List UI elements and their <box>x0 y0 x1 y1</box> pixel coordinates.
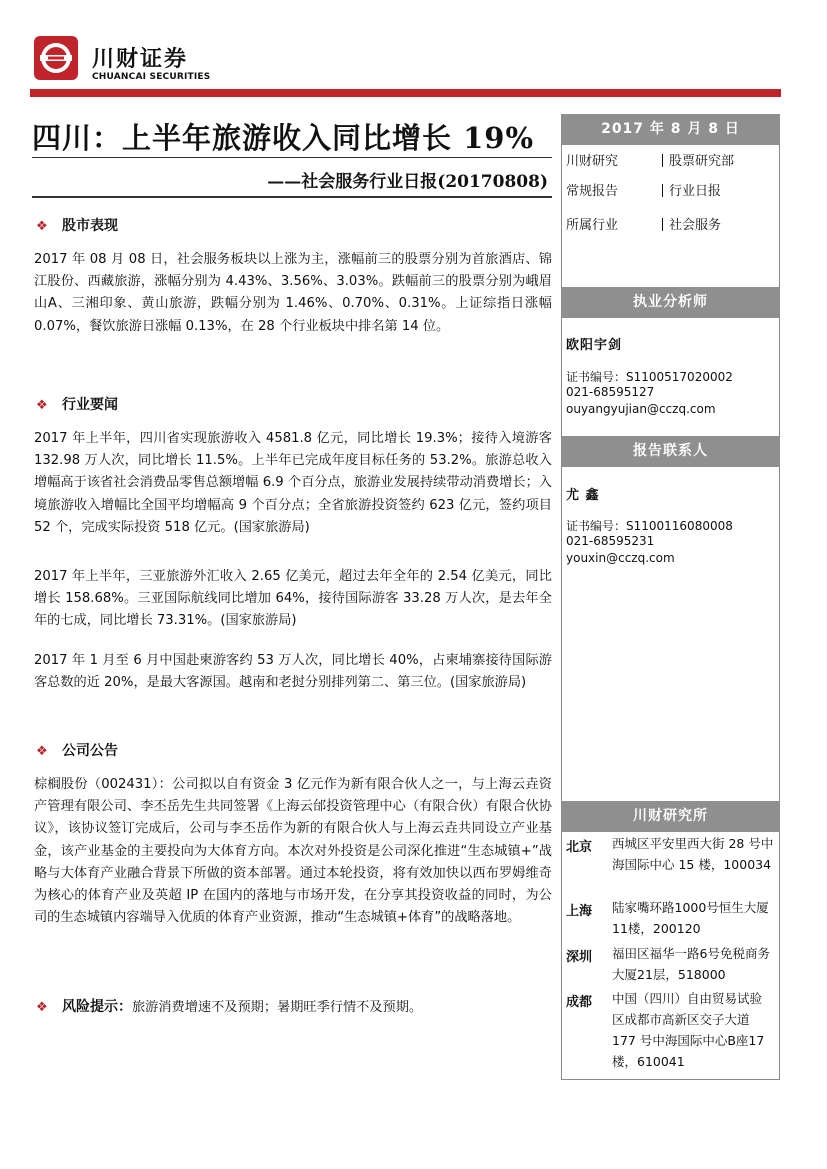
meta-label-industry: 所属行业 <box>566 218 619 233</box>
company-paragraph: 棕榈股份（002431）：公司拟以自有资金 3 亿元作为新有限合伙人之一，与上海云垚资产管理有限公司、李丕岳先生共同签署《上海云邰投资管理中心（有限合伙）有限合伙协议》，该协议签订完成后，公司与李丕岳作为新的有限合伙人与上海云垚共同设立产业基金，该产业基金的主要投向为大体育方向。本次对外投资是公司深化推进“生态城镇+”战略与大体育产业融合背景下所做的资本部署。通过本轮投资，将有效加快以西布罗姆维奇为核心的体育产业及英超 IP 在国内的落地与市场开发，在分享其投资收益的同时，为公司的生态城镇内容端导入优质的体育产业资源，推动“生态城镇+体育”的战略落地。 <box>34 777 552 926</box>
diamond-bullet-icon: ❖ <box>36 744 48 759</box>
contact-name: 尤 鑫 <box>566 488 600 503</box>
analyst-email[interactable]: ouyangyujian@cczq.com <box>566 402 716 416</box>
title-divider <box>32 157 552 158</box>
report-subtitle: ——社会服务行业日报(20170808) <box>267 172 548 192</box>
office-city-chengdu: 成都 <box>566 995 593 1010</box>
meta-label-type: 常规报告 <box>566 184 619 199</box>
diamond-bullet-icon: ❖ <box>36 398 48 413</box>
analyst-phone: 021-68595127 <box>566 385 655 399</box>
office-address-shanghai: 陆家嘴环路1000号恒生大厦11楼，200120 <box>612 900 769 936</box>
news-paragraph-sanya: 2017 年上半年，三亚旅游外汇收入 2.65 亿美元，超过去年全年的 2.54 亿美元，同比增长 158.68%。三亚国际航线同比增加 64%，接待国际游客 33.28 万人次，是去年全年的七成，同比增长 73.31%。(国家旅游局) <box>34 569 552 629</box>
meta-value-industry: 社会服务 <box>662 214 721 233</box>
office-city-shenzhen: 深圳 <box>566 950 593 965</box>
risk-text: 旅游消费增速不及预期；暑期旺季行情不及预期。 <box>132 1000 423 1015</box>
chuancai-logo-icon <box>34 36 78 80</box>
contact-heading: 报告联系人 <box>561 436 780 467</box>
title-divider-bottom <box>32 196 552 198</box>
institute-heading: 川财研究所 <box>561 801 780 832</box>
analyst-name: 欧阳宇剑 <box>566 338 623 353</box>
section-heading-market: ❖ 股市表现 <box>36 218 118 234</box>
office-city-shanghai: 上海 <box>566 904 593 919</box>
meta-label-research: 川财研究 <box>566 154 619 169</box>
meta-value-type: 行业日报 <box>662 180 721 199</box>
office-address-beijing: 西城区平安里西大街 28 号中海国际中心 15 楼，100034 <box>612 836 774 872</box>
office-address-chengdu: 中国（四川）自由贸易试验区成都市高新区交子大道 177 号中海国际中心B座17楼，610041 <box>612 991 765 1069</box>
section-heading-risk: ❖ 风险提示：旅游消费增速不及预期；暑期旺季行情不及预期。 <box>36 999 423 1015</box>
section-heading-news: ❖ 行业要闻 <box>36 397 118 413</box>
brand-name-cn: 川财证券 <box>92 47 189 72</box>
news-paragraph-sichuan: 2017 年上半年，四川省实现旅游收入 4581.8 亿元，同比增长 19.3%；接待入境游客 132.98 万人次，同比增长 11.5%。上半年已完成年度目标任务的 53.2%。旅游总收入增幅高于该省社会消费品零售总额增幅 6.9 个百分点，旅游业发展持续带动消费增长；入境旅游收入增幅比全国平均增幅高 9 个百分点；全省旅游投资签约 623 亿元，签约项目 52 个，完成实际投资 518 亿元。(国家旅游局) <box>34 431 552 535</box>
office-address-shenzhen: 福田区福华一路6号免税商务大厦21层，518000 <box>612 946 770 982</box>
analyst-cert: 证书编号：S1100517020002 <box>566 370 733 384</box>
contact-cert: 证书编号：S1100116080008 <box>566 519 733 533</box>
report-date: 2017 年 8 月 8 日 <box>561 114 780 145</box>
market-paragraph: 2017 年 08 月 08 日，社会服务板块以上涨为主，涨幅前三的股票分别为首旅酒店、锦江股份、西藏旅游，涨幅分别为 4.43%、3.56%、3.03%。跌幅前三的股票分别为峨眉山A、三湘印象、黄山旅游，跌幅分别为 1.46%、0.70%、0.31%。上证综指日涨幅 0.07%，餐饮旅游日涨幅 0.13%，在 28 个行业板块中排名第 14 位。 <box>34 252 552 334</box>
report-title: 四川：上半年旅游收入同比增长 19% <box>32 121 535 155</box>
diamond-bullet-icon: ❖ <box>36 1000 48 1015</box>
contact-phone: 021-68595231 <box>566 534 655 548</box>
header-rule <box>30 89 781 97</box>
section-heading-company: ❖ 公司公告 <box>36 743 118 759</box>
contact-email[interactable]: youxin@cczq.com <box>566 551 675 565</box>
analyst-heading: 执业分析师 <box>561 287 780 318</box>
brand-name-en: CHUANCAI SECURITIES <box>92 72 211 82</box>
news-paragraph-cambodia: 2017 年 1 月至 6 月中国赴柬游客约 53 万人次，同比增长 40%，占柬埔寨接待国际游客总数的近 20%，是最大客源国。越南和老挝分别排列第二、第三位。(国家旅游局) <box>34 653 552 691</box>
office-city-beijing: 北京 <box>566 840 593 855</box>
diamond-bullet-icon: ❖ <box>36 219 48 234</box>
meta-value-research: 股票研究部 <box>662 150 734 169</box>
